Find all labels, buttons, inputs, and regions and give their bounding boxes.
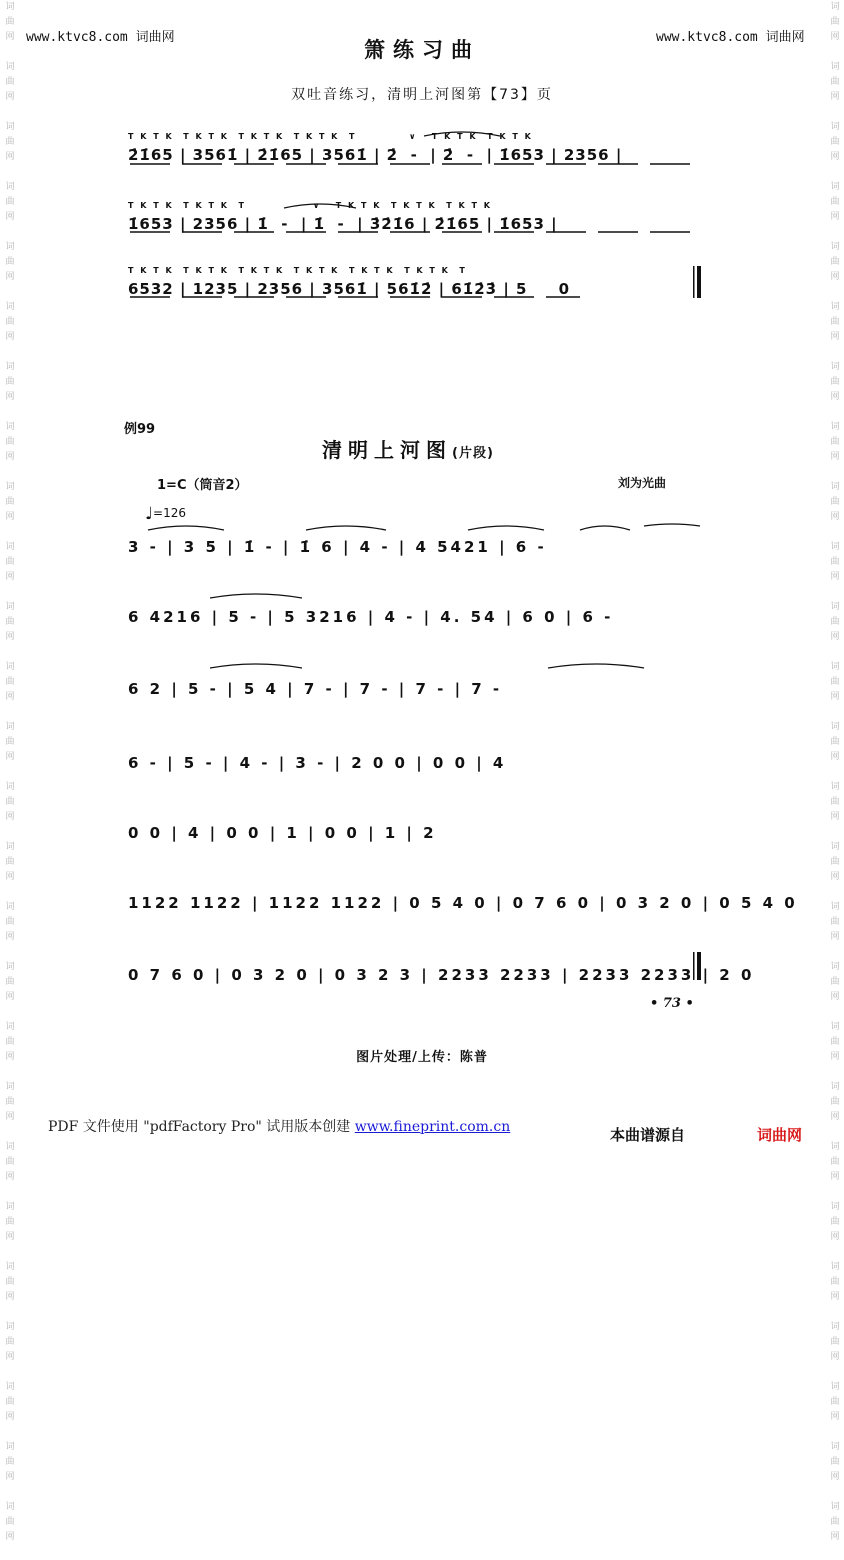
watermark-char: 网 bbox=[5, 812, 15, 822]
song-title-text: 清明上河图 bbox=[322, 438, 452, 462]
watermark-char: 词 bbox=[830, 602, 840, 612]
watermark-char: 网 bbox=[5, 1532, 15, 1542]
watermark-gap bbox=[3, 1425, 17, 1440]
watermark-char: 词 bbox=[830, 62, 840, 72]
watermark-char: 曲 bbox=[830, 1517, 840, 1527]
watermark-char: 网 bbox=[830, 1172, 840, 1182]
watermark-char: 词 bbox=[830, 2, 840, 12]
watermark-char: 词 bbox=[830, 1442, 840, 1452]
watermark-char: 词 bbox=[830, 842, 840, 852]
watermark-gap bbox=[3, 1245, 17, 1260]
watermark-char: 网 bbox=[830, 752, 840, 762]
watermark-char: 网 bbox=[830, 872, 840, 882]
watermark-char: 网 bbox=[830, 1412, 840, 1422]
tonguing-marks: T K T K T K T K T K T K T K T K T ∨ T K T K T K T K bbox=[128, 132, 533, 141]
watermark-gap bbox=[828, 1545, 842, 1560]
watermark-char: 曲 bbox=[5, 1397, 15, 1407]
watermark-char: 网 bbox=[5, 272, 15, 282]
watermark-char: 网 bbox=[5, 1472, 15, 1482]
watermark-char: 曲 bbox=[5, 317, 15, 327]
notation-text: 6 2 | 5 - | 5 4 | 7 - | 7 - | 7 - | 7 - bbox=[128, 680, 503, 698]
watermark-char: 曲 bbox=[5, 1157, 15, 1167]
watermark-char: 词 bbox=[5, 962, 15, 972]
watermark-char: 曲 bbox=[5, 197, 15, 207]
watermark-char: 词 bbox=[5, 782, 15, 792]
watermark-char: 词 bbox=[5, 242, 15, 252]
watermark-char: 曲 bbox=[830, 617, 840, 627]
watermark-char: 网 bbox=[830, 992, 840, 1002]
watermark-char: 网 bbox=[5, 1112, 15, 1122]
watermark-char: 曲 bbox=[830, 437, 840, 447]
watermark-char: 词 bbox=[830, 242, 840, 252]
watermark-char: 词 bbox=[830, 1142, 840, 1152]
watermark-char: 网 bbox=[5, 872, 15, 882]
watermark-char: 网 bbox=[5, 392, 15, 402]
watermark-gap bbox=[828, 1485, 842, 1500]
watermark-char: 网 bbox=[830, 932, 840, 942]
watermark-gap bbox=[828, 1245, 842, 1260]
watermark-char: 曲 bbox=[830, 917, 840, 927]
watermark-char: 网 bbox=[5, 752, 15, 762]
watermark-char: 网 bbox=[5, 92, 15, 102]
watermark-char: 网 bbox=[830, 332, 840, 342]
watermark-char: 曲 bbox=[5, 77, 15, 87]
watermark-char: 曲 bbox=[5, 1217, 15, 1227]
watermark-char: 词 bbox=[830, 482, 840, 492]
watermark-char: 网 bbox=[830, 392, 840, 402]
watermark-char: 曲 bbox=[830, 257, 840, 267]
notation-text: 6 - | 5 - | 4 - | 3 - | 2 0 0 | 0 0 | 4 bbox=[128, 754, 507, 772]
brand-link[interactable]: 词曲网 bbox=[757, 1126, 803, 1144]
upload-credit: 图片处理/上传：陈普 bbox=[356, 1050, 488, 1065]
watermark-char: 网 bbox=[830, 1472, 840, 1482]
watermark-gap bbox=[828, 1305, 842, 1320]
watermark-char: 网 bbox=[830, 1052, 840, 1062]
watermark-char: 词 bbox=[830, 1022, 840, 1032]
watermark-char: 曲 bbox=[830, 1097, 840, 1107]
watermark-char: 词 bbox=[5, 662, 15, 672]
piece-line bbox=[128, 740, 706, 780]
piece-line bbox=[128, 666, 706, 706]
watermark-char: 曲 bbox=[830, 557, 840, 567]
piece-line bbox=[128, 880, 798, 920]
watermark-char: 曲 bbox=[830, 77, 840, 87]
watermark-char: 词 bbox=[830, 782, 840, 792]
watermark-char: 网 bbox=[830, 1232, 840, 1242]
watermark-char: 曲 bbox=[830, 317, 840, 327]
piece-line bbox=[128, 810, 706, 850]
watermark-char: 词 bbox=[830, 422, 840, 432]
tonguing-marks: T K T K T K T K T K T K T K T K T K T K T K T K T bbox=[128, 266, 467, 275]
watermark-char: 曲 bbox=[5, 797, 15, 807]
watermark-char: 网 bbox=[830, 812, 840, 822]
watermark-char: 网 bbox=[830, 272, 840, 282]
watermark-char: 词 bbox=[5, 1382, 15, 1392]
watermark-char: 曲 bbox=[830, 197, 840, 207]
watermark-char: 网 bbox=[5, 1292, 15, 1302]
watermark-char: 曲 bbox=[5, 857, 15, 867]
watermark-char: 曲 bbox=[830, 857, 840, 867]
page-number: • 73 • bbox=[650, 996, 694, 1011]
watermark-char: 网 bbox=[830, 572, 840, 582]
watermark-char: 词 bbox=[830, 1502, 840, 1512]
watermark-char: 曲 bbox=[5, 1517, 15, 1527]
watermark-char: 词 bbox=[5, 2, 15, 12]
watermark-char: 词 bbox=[5, 1442, 15, 1452]
watermark-char: 网 bbox=[830, 512, 840, 522]
watermark-char: 曲 bbox=[830, 1157, 840, 1167]
watermark-char: 曲 bbox=[5, 977, 15, 987]
watermark-char: 网 bbox=[5, 452, 15, 462]
watermark-char: 词 bbox=[830, 722, 840, 732]
watermark-char: 曲 bbox=[830, 1337, 840, 1347]
watermark-char: 词 bbox=[830, 122, 840, 132]
watermark-gap bbox=[3, 1185, 17, 1200]
notation-text: 1̇653 | 2356 | 1̇ - | 1̇ - | 3̇2̇1̇6 | 2̇1̇65 | 1̇653 | bbox=[128, 215, 558, 233]
watermark-char: 网 bbox=[5, 692, 15, 702]
notation-text: 0 7 6 0 | 0 3 2 0 | 0 3 2 3 | 2233 2233 | 2233 2233 | 2 0 bbox=[128, 966, 755, 984]
watermark-char: 词 bbox=[830, 362, 840, 372]
watermark-char: 网 bbox=[5, 992, 15, 1002]
watermark-char: 网 bbox=[5, 212, 15, 222]
watermark-gap bbox=[3, 1365, 17, 1380]
watermark-char: 曲 bbox=[5, 1337, 15, 1347]
watermark-char: 词 bbox=[830, 1322, 840, 1332]
watermark-char: 曲 bbox=[5, 377, 15, 387]
pdf-footer-text: PDF 文件使用 "pdfFactory Pro" 试用版本创建 bbox=[48, 1119, 355, 1135]
notation-text: 3 - | 3 5 | 1̇ - | 1̇ 6 | 4 - | 4 5421 | 6 - bbox=[128, 538, 547, 556]
watermark-char: 曲 bbox=[830, 1397, 840, 1407]
slurs bbox=[148, 132, 700, 668]
watermark-char: 曲 bbox=[5, 1457, 15, 1467]
watermark-char: 词 bbox=[5, 62, 15, 72]
watermark-char: 词 bbox=[5, 1502, 15, 1512]
quarter-note-icon: ♩ bbox=[145, 504, 154, 524]
watermark-gap bbox=[828, 1185, 842, 1200]
composer: 刘为光曲 bbox=[618, 476, 667, 490]
watermark-char: 词 bbox=[830, 1262, 840, 1272]
example-label: 例99 bbox=[124, 422, 156, 437]
watermark-char: 曲 bbox=[830, 677, 840, 687]
watermark-char: 曲 bbox=[830, 1277, 840, 1287]
pdf-footer bbox=[48, 1116, 510, 1136]
watermark-gap bbox=[3, 1485, 17, 1500]
tonguing-marks: T K T K T K T K T ∨ T K T K T K T K T K T K bbox=[128, 201, 492, 210]
watermark-char: 网 bbox=[5, 1412, 15, 1422]
watermark-char: 词 bbox=[5, 1262, 15, 1272]
watermark-gap bbox=[3, 1305, 17, 1320]
notation-text: 6532 | 1235 | 2356 | 3561̇ | 561̇2̇ | 61̇2̇3̇ | 5 0 bbox=[128, 280, 571, 298]
watermark-char: 词 bbox=[5, 482, 15, 492]
watermark-char: 曲 bbox=[830, 377, 840, 387]
watermark-char: 曲 bbox=[830, 737, 840, 747]
notation-text: 0 0 | 4 | 0 0 | 1 | 0 0 | 1 | 2 bbox=[128, 824, 437, 842]
watermark-char: 网 bbox=[830, 152, 840, 162]
watermark-char: 曲 bbox=[5, 677, 15, 687]
fineprint-link[interactable]: www.fineprint.com.cn bbox=[354, 1119, 511, 1135]
watermark-char: 词 bbox=[830, 662, 840, 672]
watermark-char: 词 bbox=[5, 1322, 15, 1332]
watermark-char: 曲 bbox=[5, 497, 15, 507]
key-signature: 1=C（筒音2） bbox=[157, 478, 248, 493]
piece-line bbox=[128, 952, 755, 992]
watermark-gap bbox=[3, 1545, 17, 1560]
watermark-char: 词 bbox=[5, 122, 15, 132]
watermark-char: 网 bbox=[830, 1112, 840, 1122]
watermark-char: 曲 bbox=[5, 1037, 15, 1047]
watermark-char: 词 bbox=[5, 422, 15, 432]
notation-text: 6 4216 | 5 - | 5 3216 | 4 - | 4. 54 | 6 0 | 6 - bbox=[128, 608, 614, 626]
watermark-char: 词 bbox=[5, 1202, 15, 1212]
watermark-char: 词 bbox=[5, 302, 15, 312]
watermark-char: 词 bbox=[5, 902, 15, 912]
watermark-gap bbox=[828, 1425, 842, 1440]
watermark-char: 词 bbox=[5, 542, 15, 552]
site-header-right: www.ktvc8.com 词曲网 bbox=[656, 30, 805, 45]
watermark-char: 词 bbox=[5, 1082, 15, 1092]
watermark-char: 曲 bbox=[5, 137, 15, 147]
watermark-char: 曲 bbox=[5, 557, 15, 567]
watermark-char: 网 bbox=[830, 92, 840, 102]
watermark-char: 曲 bbox=[5, 257, 15, 267]
watermark-char: 网 bbox=[5, 572, 15, 582]
tempo-marking bbox=[145, 504, 186, 524]
watermark-char: 网 bbox=[5, 32, 15, 42]
watermark-char: 曲 bbox=[830, 797, 840, 807]
watermark-char: 网 bbox=[830, 1292, 840, 1302]
piece-line bbox=[128, 524, 706, 564]
site-header-left: www.ktvc8.com 词曲网 bbox=[26, 30, 175, 45]
watermark-char: 网 bbox=[5, 152, 15, 162]
source-label: 本曲谱源自 bbox=[610, 1126, 686, 1144]
piece-line bbox=[128, 594, 706, 634]
watermark-char: 曲 bbox=[5, 737, 15, 747]
watermark-char: 词 bbox=[5, 722, 15, 732]
watermark-char: 曲 bbox=[830, 137, 840, 147]
page-subtitle: 双吐音练习，清明上河图第【73】页 bbox=[291, 87, 553, 103]
watermark-char: 曲 bbox=[5, 917, 15, 927]
watermark-char: 网 bbox=[830, 1352, 840, 1362]
watermark-char: 曲 bbox=[830, 977, 840, 987]
watermark-char: 词 bbox=[5, 1142, 15, 1152]
notation-text: 2̇1̇65 | 3561̇ | 2̇1̇65 | 3561̇ | 2̇ - | 2̇ - | 1̇653 | 2356 | bbox=[128, 146, 623, 164]
watermark-char: 词 bbox=[5, 362, 15, 372]
watermark-char: 词 bbox=[830, 1082, 840, 1092]
song-title bbox=[322, 434, 494, 463]
watermark-char: 词 bbox=[830, 302, 840, 312]
watermark-gap bbox=[828, 1365, 842, 1380]
watermark-char: 词 bbox=[830, 542, 840, 552]
watermark-char: 词 bbox=[5, 1022, 15, 1032]
watermark-char: 曲 bbox=[830, 1217, 840, 1227]
watermark-char: 曲 bbox=[5, 437, 15, 447]
watermark-char: 曲 bbox=[5, 1097, 15, 1107]
song-title-suffix: (片段) bbox=[452, 446, 494, 461]
watermark-char: 曲 bbox=[5, 17, 15, 27]
tempo-value: =126 bbox=[153, 506, 186, 520]
watermark-char: 网 bbox=[830, 32, 840, 42]
exercise-underlines bbox=[130, 164, 700, 297]
watermark-char: 词 bbox=[830, 182, 840, 192]
watermark-char: 网 bbox=[5, 1232, 15, 1242]
watermark-char: 词 bbox=[830, 902, 840, 912]
watermark-char: 网 bbox=[5, 1052, 15, 1062]
watermark-char: 曲 bbox=[830, 1457, 840, 1467]
watermark-char: 词 bbox=[830, 1382, 840, 1392]
watermark-char: 网 bbox=[5, 1172, 15, 1182]
watermark-char: 曲 bbox=[830, 17, 840, 27]
watermark-char: 曲 bbox=[830, 497, 840, 507]
watermark-char: 网 bbox=[5, 332, 15, 342]
watermark-char: 网 bbox=[830, 632, 840, 642]
watermark-char: 网 bbox=[5, 632, 15, 642]
watermark-char: 词 bbox=[5, 182, 15, 192]
watermark-char: 词 bbox=[830, 1202, 840, 1212]
watermark-char: 网 bbox=[5, 512, 15, 522]
watermark-char: 网 bbox=[5, 1352, 15, 1362]
watermark-char: 词 bbox=[5, 842, 15, 852]
watermark-char: 曲 bbox=[5, 617, 15, 627]
watermark-char: 曲 bbox=[830, 1037, 840, 1047]
watermark-char: 网 bbox=[830, 212, 840, 222]
notation-text: 1122 1122 | 1122 1122 | 0 5 4 0 | 0 7 6 0 | 0 3 2 0 | 0 5 4 0 bbox=[128, 894, 798, 912]
watermark-char: 曲 bbox=[5, 1277, 15, 1287]
watermark-char: 网 bbox=[830, 452, 840, 462]
watermark-char: 网 bbox=[830, 692, 840, 702]
watermark-char: 网 bbox=[830, 1532, 840, 1542]
watermark-char: 词 bbox=[5, 602, 15, 612]
watermark-char: 词 bbox=[830, 962, 840, 972]
watermark-char: 网 bbox=[5, 932, 15, 942]
page-title: 箫练习曲 bbox=[364, 38, 480, 62]
